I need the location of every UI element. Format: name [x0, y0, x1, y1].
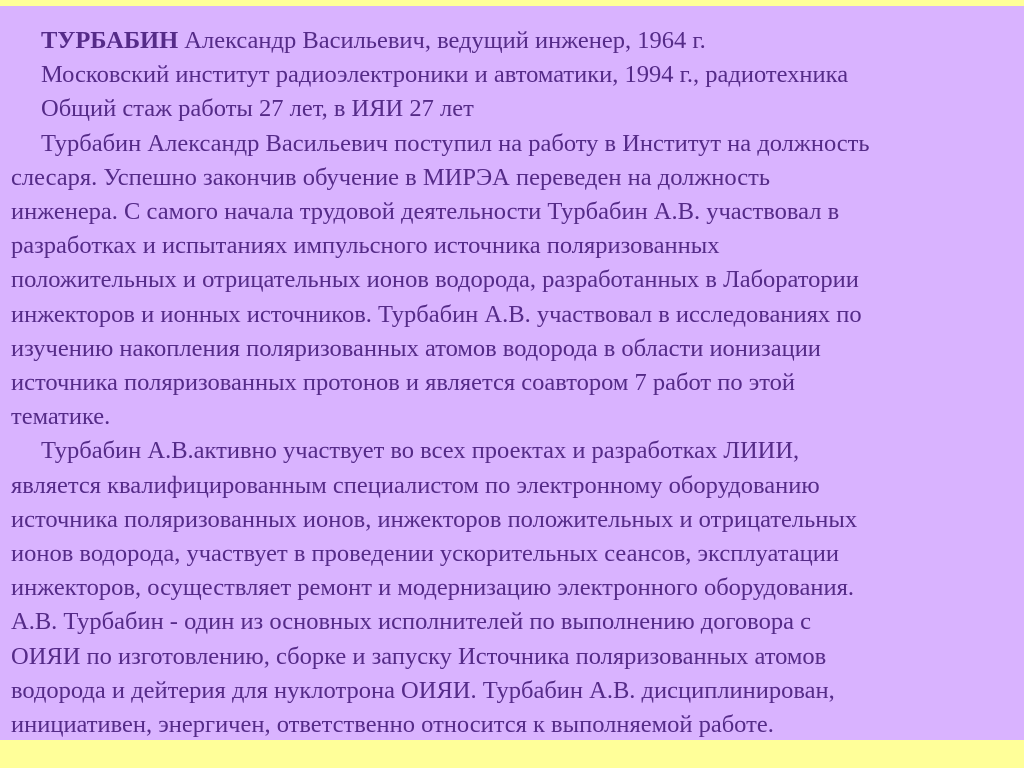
- header-line-education: Московский институт радиоэлектроники и автоматики, 1994 г., радиотехника: [41, 61, 849, 89]
- paragraph-line: слесаря. Успешно закончив обучение в МИРЭА переведен на должность: [11, 163, 770, 191]
- paragraph-line: источника поляризованных протонов и является соавтором 7 работ по этой: [11, 369, 796, 397]
- name-position-year: Александр Васильевич, ведущий инженер, 1964 г.: [178, 27, 706, 54]
- paragraph-line: тематике.: [11, 403, 111, 431]
- paragraph-line: ионов водорода, участвует в проведении ускорительных сеансов, эксплуатации: [11, 540, 839, 568]
- paragraph-line: водорода и дейтерия для нуклотрона ОИЯИ. Турбабин А.В. дисциплинирован,: [11, 676, 835, 704]
- paragraph-line: положительных и отрицательных ионов водорода, разработанных в Лаборатории: [11, 266, 859, 294]
- paragraph-2: [11, 434, 1011, 742]
- paragraph-line: инжекторов, осуществляет ремонт и модернизацию электронного оборудования.: [11, 574, 854, 602]
- paragraph-line: инженера. С самого начала трудовой деятельности Турбабин А.В. участвовал в: [11, 198, 840, 226]
- surname: ТУРБАБИН: [41, 27, 179, 54]
- paragraph-line: разработках и испытаниях импульсного источника поляризованных: [11, 232, 720, 260]
- slide: [0, 6, 1024, 740]
- paragraph-line: инжекторов и ионных источников. Турбабин А.В. участвовал в исследованиях по: [11, 300, 862, 328]
- paragraph-line: Турбабин А.В.активно участвует во всех проектах и разработках ЛИИИ,: [41, 437, 800, 465]
- paragraph-line: А.В. Турбабин - один из основных исполнителей по выполнению договора с: [11, 608, 811, 636]
- paragraph-line: Турбабин Александр Васильевич поступил на работу в Институт на должность: [41, 129, 870, 157]
- paragraph-line: изучению накопления поляризованных атомов водорода в области ионизации: [11, 334, 821, 362]
- header-line-name: [11, 24, 1011, 58]
- paragraph-line: ОИЯИ по изготовлению, сборке и запуску Источника поляризованных атомов: [11, 642, 827, 670]
- bio-text: [11, 24, 1011, 742]
- paragraph-line: источника поляризованных ионов, инжекторов положительных и отрицательных: [11, 505, 858, 533]
- header-line-experience: Общий стаж работы 27 лет, в ИЯИ 27 лет: [41, 95, 474, 123]
- paragraph-1: [11, 127, 1011, 435]
- paragraph-line: инициативен, энергичен, ответственно относится к выполняемой работе.: [11, 711, 774, 739]
- paragraph-line: является квалифицированным специалистом по электронному оборудованию: [11, 471, 820, 499]
